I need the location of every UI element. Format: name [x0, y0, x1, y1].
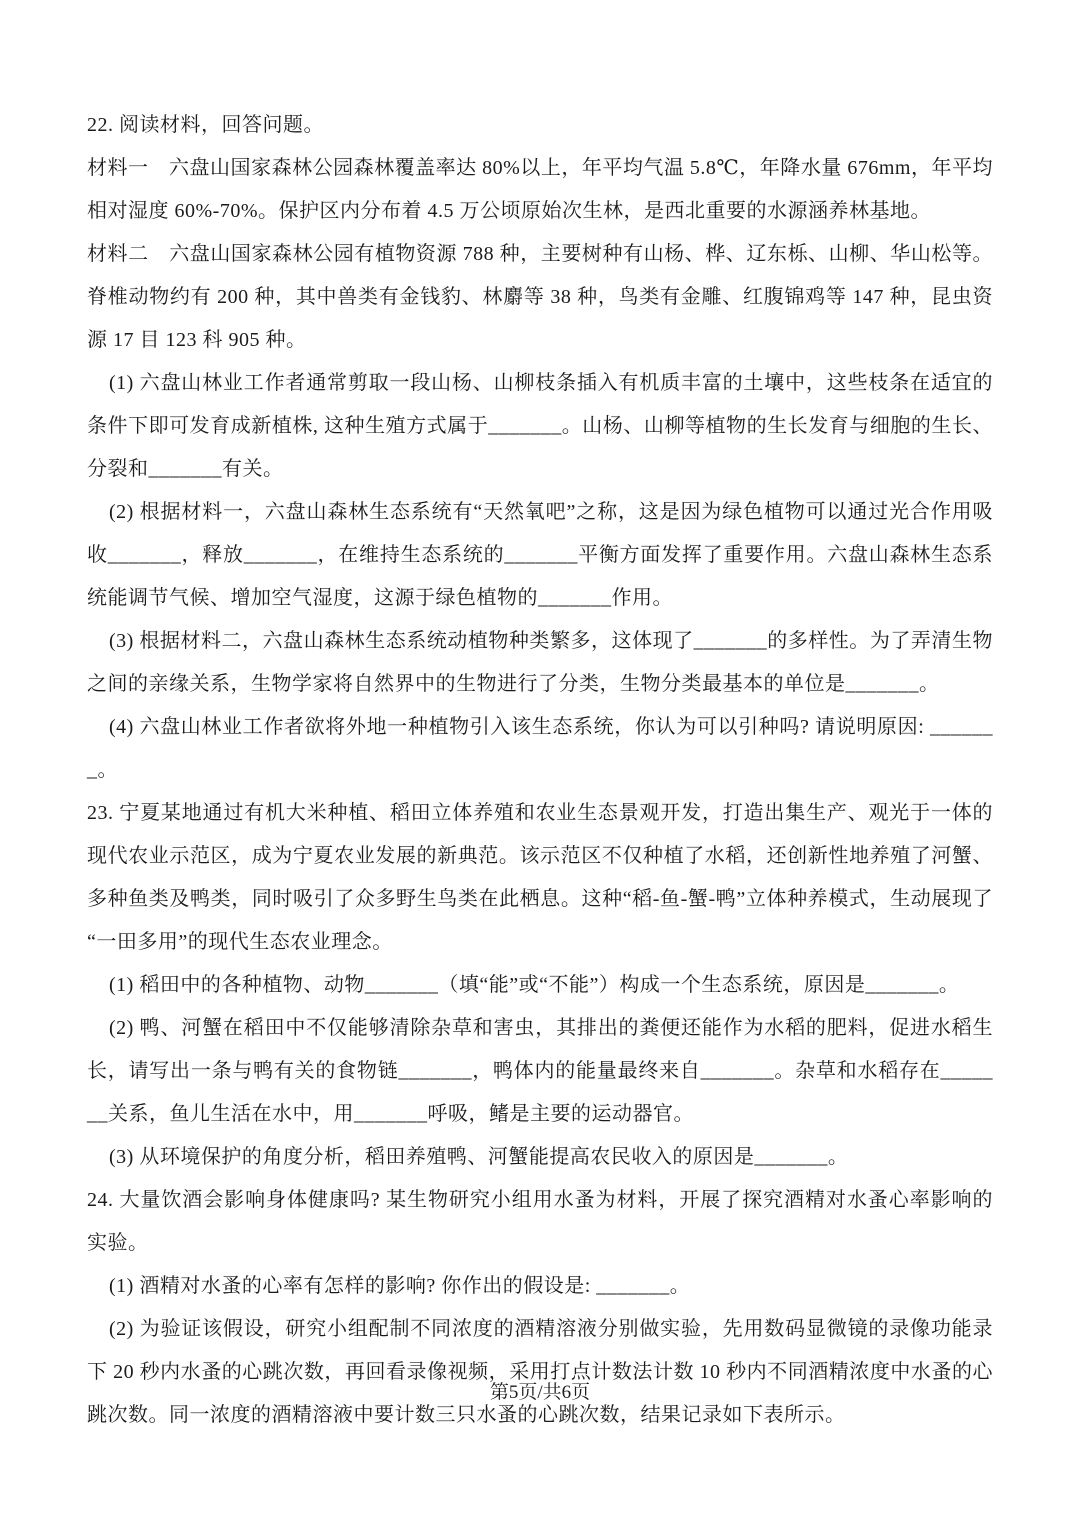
- question-22-material-1: 材料一 六盘山国家森林公园森林覆盖率达 80%以上，年平均气温 5.8℃，年降水量 676mm，年平均相对湿度 60%-70%。保护区内分布着 4.5 万公顷原始次生林，是西北重要的水源涵养林基地。: [87, 157, 993, 222]
- question-23-part-1: (1) 稻田中的各种植物、动物_______（填“能”或“不能”）构成一个生态系统，原因是_______。: [109, 974, 960, 996]
- question-23-part-2: (2) 鸭、河蟹在稻田中不仅能够清除杂草和害虫，其排出的粪便还能作为水稻的肥料，促进水稻生长，请写出一条与鸭有关的食物链_______，鸭体内的能量最终来自_______。杂草和水稻存在_______关系，鱼儿生活在水中，用_______呼吸，鳍是主要的运动器官。: [87, 1017, 993, 1125]
- question-24-stem: 24. 大量饮酒会影响身体健康吗? 某生物研究小组用水蚤为材料，开展了探究酒精对水蚤心率影响的实验。: [87, 1189, 993, 1254]
- question-23-stem: 23. 宁夏某地通过有机大米种植、稻田立体养殖和农业生态景观开发，打造出集生产、观光于一体的现代农业示范区，成为宁夏农业发展的新典范。该示范区不仅种植了水稻，还创新性地养殖了河蟹、多种鱼类及鸭类，同时吸引了众多野生鸟类在此栖息。这种“稻-鱼-蟹-鸭”立体种养模式，生动展现了“一田多用”的现代生态农业理念。: [87, 802, 993, 953]
- question-24-part-1: (1) 酒精对水蚤的心率有怎样的影响? 你作出的假设是: _______。: [109, 1275, 691, 1297]
- question-23-part-3: (3) 从环境保护的角度分析，稻田养殖鸭、河蟹能提高农民收入的原因是_______。: [109, 1146, 849, 1168]
- question-22-part-1: (1) 六盘山林业工作者通常剪取一段山杨、山柳枝条插入有机质丰富的土壤中，这些枝条在适宜的条件下即可发育成新植株, 这种生殖方式属于_______。山杨、山柳等植物的生长发育与细胞的生长、分裂和_______有关。: [87, 372, 993, 480]
- question-22-stem: 22. 阅读材料，回答问题。: [87, 114, 324, 136]
- page-number-label: 第5页/共6页: [489, 1382, 591, 1403]
- question-22-part-2: (2) 根据材料一，六盘山森林生态系统有“天然氧吧”之称，这是因为绿色植物可以通过光合作用吸收_______，释放_______，在维持生态系统的_______平衡方面发挥了重要作用。六盘山森林生态系统能调节气候、增加空气湿度，这源于绿色植物的_______作用。: [87, 501, 993, 609]
- question-22-part-3: (3) 根据材料二，六盘山森林生态系统动植物种类繁多，这体现了_______的多样性。为了弄清生物之间的亲缘关系，生物学家将自然界中的生物进行了分类，生物分类最基本的单位是_______。: [87, 630, 993, 695]
- page-footer: [0, 1378, 1080, 1408]
- document-body: [87, 104, 993, 1437]
- question-22-material-2: 材料二 六盘山国家森林公园有植物资源 788 种，主要树种有山杨、桦、辽东栎、山柳、华山松等。脊椎动物约有 200 种，其中兽类有金钱豹、林麝等 38 种，鸟类有金雕、红腹锦鸡等 147 种，昆虫资源 17 目 123 科 905 种。: [87, 243, 993, 351]
- question-24-part-2: (2) 为验证该假设，研究小组配制不同浓度的酒精溶液分别做实验，先用数码显微镜的录像功能录下 20 秒内水蚤的心跳次数，再回看录像视频，采用打点计数法计数 10 秒内不同酒精浓度中水蚤的心跳次数。同一浓度的酒精溶液中要计数三只水蚤的心跳次数，结果记录如下表所示。: [87, 1318, 993, 1426]
- question-22-part-4: (4) 六盘山林业工作者欲将外地一种植物引入该生态系统，你认为可以引种吗? 请说明原因: _______。: [87, 716, 993, 781]
